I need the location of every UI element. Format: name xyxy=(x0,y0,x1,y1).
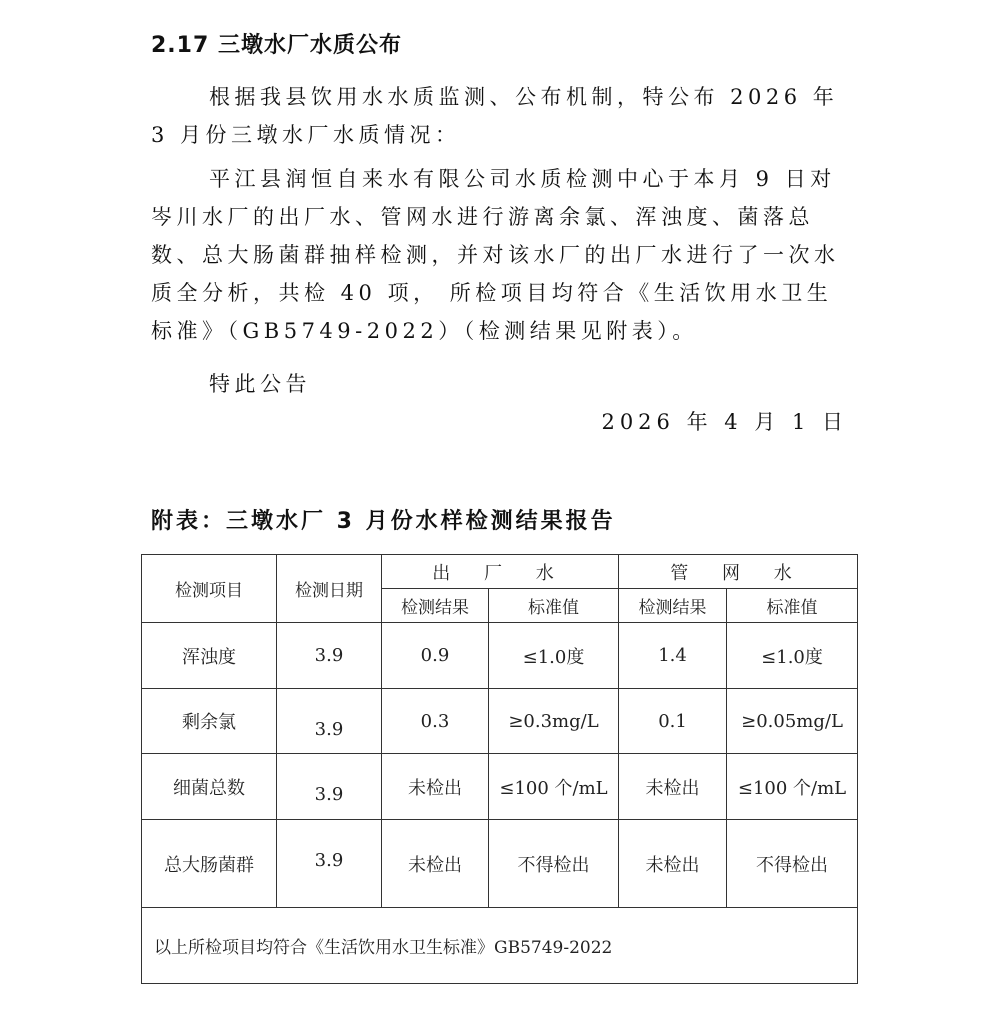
header-outlet-result: 检测结果 xyxy=(382,589,489,623)
row-date: 3.9 xyxy=(314,718,344,740)
notice-paragraph-1-text: 根据我县饮用水水质监测、公布机制，特公布 2026 年 3 月份三墩水厂水质情况： xyxy=(151,85,839,147)
table-title: 附表：三墩水厂 3 月份水样检测结果报告 xyxy=(151,509,616,534)
row-outlet-result: 0.3 xyxy=(382,689,489,754)
row-item: 细菌总数 xyxy=(142,754,277,820)
row-date-cell xyxy=(277,820,382,908)
table-note: 以上所检项目均符合《生活饮用水卫生标准》GB5749-2022 xyxy=(142,908,858,984)
header-network-standard: 标准值 xyxy=(727,589,858,623)
notice-date: 2026 年 4 月 1 日 xyxy=(601,410,848,434)
row-outlet-standard: ≤100 个/mL xyxy=(489,754,619,820)
header-date: 检测日期 xyxy=(277,555,382,623)
row-network-result: 未检出 xyxy=(619,820,727,908)
notice-paragraph-2-text: 平江县润恒自来水有限公司水质检测中心于本月 9 日对岑川水厂的出厂水、管网水进行游离余氯、浑浊度、菌落总数、总大肠菌群抽样检测，并对该水厂的出厂水进行了一次水质全分析，共检 40 项， 所检项目均符合《生活饮用水卫生标准》（GB5749-2022）（检测结果见附表）。 xyxy=(151,167,840,343)
row-outlet-result: 0.9 xyxy=(382,623,489,689)
water-quality-table xyxy=(141,554,858,984)
notice-sign-off: 特此公告 xyxy=(209,372,311,396)
row-network-standard: ≥0.05mg/L xyxy=(727,689,858,754)
row-outlet-result: 未检出 xyxy=(382,754,489,820)
header-outlet-standard: 标准值 xyxy=(489,589,619,623)
row-date-cell xyxy=(277,754,382,820)
header-network-water: 管 网 水 xyxy=(619,555,858,589)
row-date: 3.9 xyxy=(314,784,344,805)
row-date-cell xyxy=(277,689,382,754)
header-item: 检测项目 xyxy=(142,555,277,623)
table-note-row xyxy=(142,908,858,984)
table-row xyxy=(142,689,858,754)
row-date: 3.9 xyxy=(314,850,344,871)
row-network-result: 1.4 xyxy=(619,623,727,689)
row-outlet-standard: ≤1.0度 xyxy=(489,623,619,689)
table-header-row xyxy=(142,555,858,589)
header-network-result: 检测结果 xyxy=(619,589,727,623)
row-network-result: 未检出 xyxy=(619,754,727,820)
row-item: 总大肠菌群 xyxy=(142,820,277,908)
row-item: 浑浊度 xyxy=(142,623,277,689)
row-item: 剩余氯 xyxy=(142,689,277,754)
row-date: 3.9 xyxy=(277,623,382,689)
row-outlet-standard: ≥0.3mg/L xyxy=(489,689,619,754)
row-network-result: 0.1 xyxy=(619,689,727,754)
notice-paragraph-1 xyxy=(151,78,851,154)
table-row xyxy=(142,754,858,820)
row-network-standard: ≤1.0度 xyxy=(727,623,858,689)
row-network-standard: 不得检出 xyxy=(727,820,858,908)
header-outlet-water: 出 厂 水 xyxy=(382,555,619,589)
table-row xyxy=(142,820,858,908)
section-heading: 2.17 三墩水厂水质公布 xyxy=(151,33,402,58)
row-network-standard: ≤100 个/mL xyxy=(727,754,858,820)
notice-paragraph-2 xyxy=(151,160,851,350)
table-row xyxy=(142,623,858,689)
row-outlet-result: 未检出 xyxy=(382,820,489,908)
row-outlet-standard: 不得检出 xyxy=(489,820,619,908)
